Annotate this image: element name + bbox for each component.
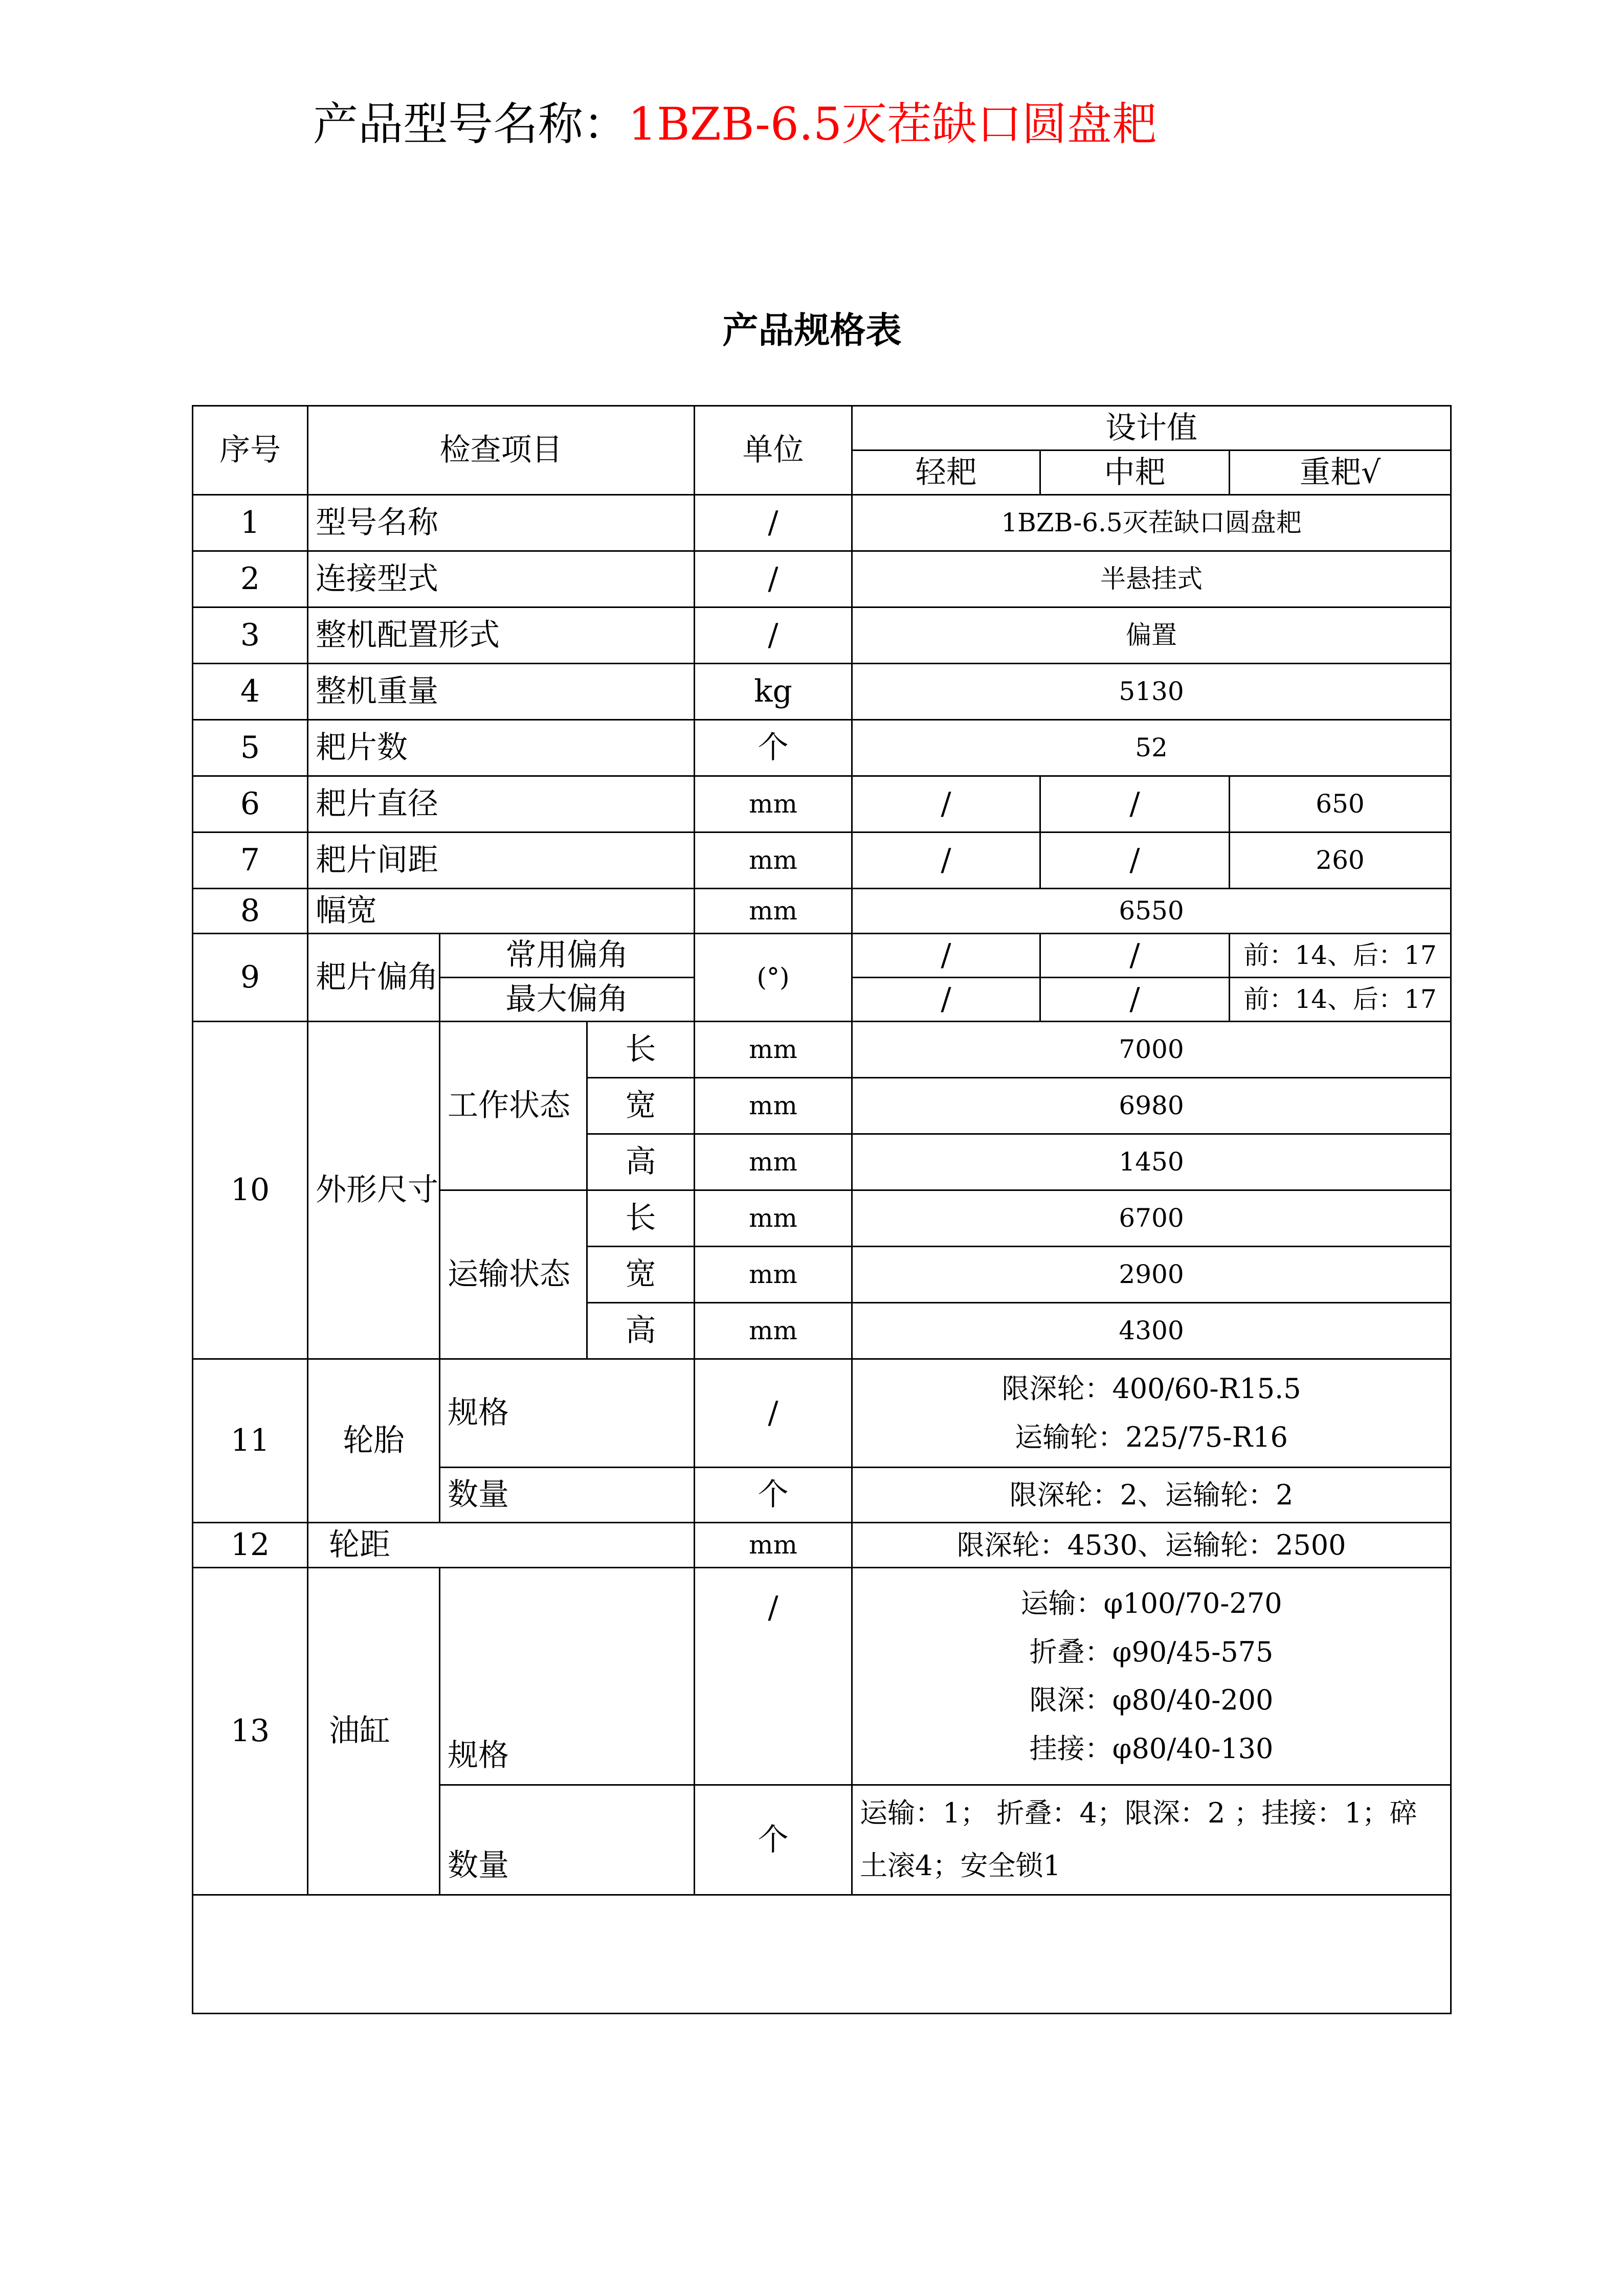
header-medium: 中耙	[1040, 451, 1230, 495]
value-cell: 6550	[852, 889, 1451, 934]
unit-cell: mm	[695, 1523, 852, 1568]
header-row	[193, 406, 1451, 451]
value-line: 挂接：φ80/40-130	[1029, 1732, 1274, 1765]
seq-cell: 11	[193, 1359, 308, 1523]
table-row	[193, 1568, 1451, 1785]
seq-cell: 3	[193, 607, 308, 664]
unit-cell: mm	[695, 832, 852, 889]
subitem-cell: 最大偏角	[440, 978, 695, 1022]
product-model-title	[313, 97, 1157, 151]
dim-cell: 高	[587, 1134, 695, 1190]
unit-cell: mm	[695, 1190, 852, 1247]
item-cell: 型号名称	[308, 495, 695, 551]
seq-cell: 12	[193, 1523, 308, 1568]
unit-cell: 个	[695, 1785, 852, 1895]
subitem-cell: 常用偏角	[440, 934, 695, 978]
value-cell	[852, 1568, 1451, 1785]
table-row	[193, 607, 1451, 664]
subitem-cell: 数量	[440, 1468, 695, 1523]
unit-cell: mm	[695, 776, 852, 832]
seq-cell: 6	[193, 776, 308, 832]
seq-cell: 8	[193, 889, 308, 934]
item-cell: 连接型式	[308, 551, 695, 607]
header-seq: 序号	[193, 406, 308, 495]
unit-cell: /	[695, 495, 852, 551]
unit-cell: /	[695, 607, 852, 664]
value-cell: 7000	[852, 1022, 1451, 1078]
header-item: 检查项目	[308, 406, 695, 495]
item-cell: 油缸	[308, 1568, 440, 1895]
seq-cell: 10	[193, 1022, 308, 1359]
unit-cell: kg	[695, 664, 852, 720]
table-title: 产品规格表	[722, 309, 902, 351]
heavy-value-cell: 650	[1230, 776, 1451, 832]
item-cell: 轮胎	[308, 1359, 440, 1523]
unit-cell: mm	[695, 1303, 852, 1359]
value-cell: 半悬挂式	[852, 551, 1451, 607]
table-row	[193, 776, 1451, 832]
value-cell: 6700	[852, 1190, 1451, 1247]
light-value-cell: /	[852, 934, 1040, 978]
subitem-cell: 规格	[440, 1568, 695, 1785]
unit-cell: /	[695, 1359, 852, 1468]
value-cell: 2900	[852, 1247, 1451, 1303]
subitem-cell: 数量	[440, 1785, 695, 1895]
seq-cell: 5	[193, 720, 308, 776]
header-heavy: 重耙√	[1230, 451, 1451, 495]
value-cell: 限深轮：4530、运输轮：2500	[852, 1523, 1451, 1568]
unit-cell: mm	[695, 1134, 852, 1190]
table-row	[193, 1523, 1451, 1568]
medium-value-cell: /	[1040, 776, 1230, 832]
item-cell: 外形尺寸	[308, 1022, 440, 1359]
item-cell: 耙片数	[308, 720, 695, 776]
value-line: 限深轮：400/60-R15.5	[1002, 1372, 1301, 1405]
heavy-value-cell: 前：14、后：17	[1230, 978, 1451, 1022]
table-row	[193, 832, 1451, 889]
unit-cell: mm	[695, 1022, 852, 1078]
blank-cell	[193, 1895, 1451, 2014]
dim-cell: 宽	[587, 1247, 695, 1303]
blank-row	[193, 1895, 1451, 2014]
value-cell	[852, 1359, 1451, 1468]
table-row	[193, 934, 1451, 978]
value-line: 限深：φ80/40-200	[1029, 1684, 1274, 1716]
light-value-cell: /	[852, 776, 1040, 832]
table-row	[193, 495, 1451, 551]
state-cell: 工作状态	[440, 1022, 587, 1190]
table-row	[193, 551, 1451, 607]
value-cell: 偏置	[852, 607, 1451, 664]
item-cell: 耙片间距	[308, 832, 695, 889]
medium-value-cell: /	[1040, 832, 1230, 889]
seq-cell: 1	[193, 495, 308, 551]
seq-cell: 7	[193, 832, 308, 889]
item-cell: 耙片直径	[308, 776, 695, 832]
value-line: 运输：φ100/70-270	[1020, 1587, 1282, 1619]
header-unit: 单位	[695, 406, 852, 495]
table-row	[193, 664, 1451, 720]
unit-cell: mm	[695, 1078, 852, 1134]
dim-cell: 长	[587, 1022, 695, 1078]
seq-cell: 9	[193, 934, 308, 1022]
medium-value-cell: /	[1040, 934, 1230, 978]
table-row	[193, 889, 1451, 934]
value-cell: 1BZB-6.5灭茬缺口圆盘耙	[852, 495, 1451, 551]
seq-cell: 13	[193, 1568, 308, 1895]
light-value-cell: /	[852, 978, 1040, 1022]
unit-cell: mm	[695, 889, 852, 934]
value-line: 折叠：φ90/45-575	[1029, 1635, 1274, 1668]
item-cell: 整机重量	[308, 664, 695, 720]
seq-cell: 2	[193, 551, 308, 607]
dim-cell: 高	[587, 1303, 695, 1359]
value-cell: 限深轮：2、运输轮：2	[852, 1468, 1451, 1523]
light-value-cell: /	[852, 832, 1040, 889]
value-cell: 6980	[852, 1078, 1451, 1134]
item-cell: 幅宽	[308, 889, 695, 934]
state-cell: 运输状态	[440, 1190, 587, 1359]
spec-table	[192, 405, 1452, 2014]
value-cell: 4300	[852, 1303, 1451, 1359]
unit-cell: mm	[695, 1247, 852, 1303]
unit-cell: (°)	[695, 934, 852, 1022]
medium-value-cell: /	[1040, 978, 1230, 1022]
dim-cell: 宽	[587, 1078, 695, 1134]
heavy-value-cell: 260	[1230, 832, 1451, 889]
unit-cell: 个	[695, 720, 852, 776]
header-light: 轻耙	[852, 451, 1040, 495]
dim-cell: 长	[587, 1190, 695, 1247]
value-cell: 5130	[852, 664, 1451, 720]
table-row	[193, 720, 1451, 776]
item-cell: 耙片偏角	[308, 934, 440, 1022]
unit-cell: 个	[695, 1468, 852, 1523]
value-line: 运输轮：225/75-R16	[1015, 1421, 1288, 1453]
seq-cell: 4	[193, 664, 308, 720]
item-cell: 整机配置形式	[308, 607, 695, 664]
value-cell: 1450	[852, 1134, 1451, 1190]
value-cell: 52	[852, 720, 1451, 776]
title-model-name: 1BZB-6.5灭茬缺口圆盘耙	[628, 98, 1157, 150]
table-row	[193, 1022, 1451, 1078]
item-cell: 轮距	[308, 1523, 695, 1568]
header-design-value: 设计值	[852, 406, 1451, 451]
unit-cell: /	[695, 1568, 852, 1785]
subitem-cell: 规格	[440, 1359, 695, 1468]
table-row	[193, 1359, 1451, 1468]
title-prefix: 产品型号名称：	[313, 98, 629, 150]
heavy-value-cell: 前：14、后：17	[1230, 934, 1451, 978]
value-cell: 运输：1； 折叠：4；限深：2 ；挂接：1；碎土滚4；安全锁1	[852, 1785, 1451, 1895]
unit-cell: /	[695, 551, 852, 607]
